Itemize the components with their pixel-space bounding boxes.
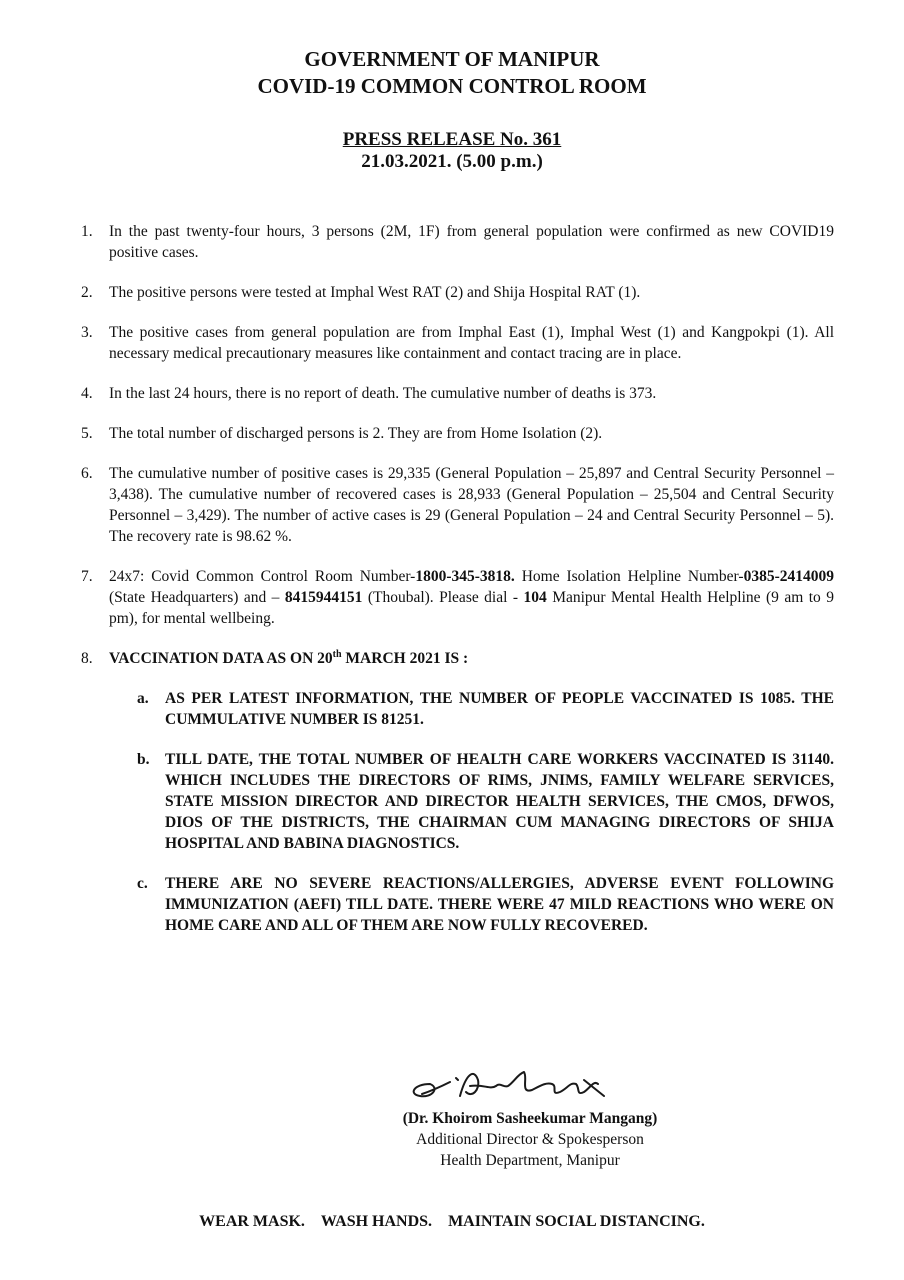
list-item [81,463,834,547]
item-number: 2. [81,284,93,301]
item-number: 1. [81,223,93,240]
helpline-text-1: 24x7: Covid Common Control Room Number- [109,568,416,585]
subitem-text: AS PER LATEST INFORMATION, THE NUMBER OF PEOPLE VACCINATED IS 1085. THE CUMMULATIVE NUMBER IS 81251. [165,690,834,728]
item-text: The total number of discharged persons is 2. They are from Home Isolation (2). [109,425,603,442]
item-number: 7. [81,568,93,585]
item-text: The cumulative number of positive cases is 29,335 (General Population – 25,897 and Central Security Personnel – 3,438). The cumulative number of recovered cases is 28,933 (General Population – 25,504 and Central Security Personnel – 3,429). The number of active cases is 29 (General Population – 24 and Central Security Personnel – 5). The recovery rate is 98.62 %. [109,465,834,545]
vaccination-subitem [137,749,834,854]
subitem-text: THERE ARE NO SEVERE REACTIONS/ALLERGIES, ADVERSE EVENT FOLLOWING IMMUNIZATION (AEFI) TILL DATE. THERE WERE 47 MILD REACTIONS WHO WERE ON HOME CARE AND ALL OF THEM ARE NOW FULLY RECOVERED. [165,875,834,934]
vaccination-heading-item [81,648,834,669]
release-heading [0,129,904,173]
helpline-text-2: Home Isolation Helpline Number- [514,568,744,585]
subitem-letter: b. [137,751,150,768]
item-number: 6. [81,465,93,482]
signature-block [360,1060,700,1171]
vaccination-heading [109,648,834,669]
helpline-text-5: Manipur Mental Health Helpline (9 am to 9 pm), for mental wellbeing. [109,589,834,627]
mental-health-number: 104 [523,589,547,606]
item-text: In the past twenty-four hours, 3 persons (2M, 1F) from general population were confirmed as new COVID19 positive cases. [109,223,834,261]
helpline-item [81,566,834,629]
state-hq-number: 0385-2414009 [743,568,834,585]
document-header [0,46,904,100]
list-item [81,221,834,263]
item-number: 4. [81,385,93,402]
control-room-number: 1800-345-3818. [415,568,515,585]
list-item [81,383,834,404]
subitem-text: TILL DATE, THE TOTAL NUMBER OF HEALTH CARE WORKERS VACCINATED IS 31140. WHICH INCLUDES THE DIRECTORS OF RIMS, JNIMS, FAMILY WELFARE SERVICES, STATE MISSION DIRECTOR AND DIRECTOR HEALTH SERVICES, THE CMOS, DFWOS, DIOS OF THE DISTRICTS, THE CHAIRMAN CUM MANAGING DIRECTORS OF SHIJA HOSPITAL AND BABINA DIAGNOSTICS. [165,751,834,852]
release-date: 21.03.2021. (5.00 p.m.) [361,151,543,172]
item-number: 5. [81,425,93,442]
release-title: PRESS RELEASE No. 361 [342,129,562,150]
item-text: The positive cases from general population are from Imphal East (1), Imphal West (1) and Kangpokpi (1). All necessary medical precautionary measures like containment and contact tracing are in place. [109,324,834,362]
safety-message-footer [0,1213,904,1231]
signatory-name: (Dr. Khoirom Sasheekumar Mangang) [402,1110,658,1127]
item-text: The positive persons were tested at Imphal West RAT (2) and Shija Hospital RAT (1). [109,284,641,301]
header-control-room: COVID-19 COMMON CONTROL ROOM [257,74,647,98]
item-number: 3. [81,324,93,341]
subitem-letter: a. [137,690,149,707]
list-item [81,322,834,364]
item-number: 8. [81,650,93,667]
list-item [81,282,834,303]
release-items [81,221,834,955]
list-item [81,423,834,444]
footer-wash-hands: WASH HANDS. [320,1213,433,1230]
helpline-text-4: (Thoubal). Please dial - [362,589,524,606]
vaccination-heading-post: MARCH 2021 IS : [341,650,469,667]
footer-social-distancing: MAINTAIN SOCIAL DISTANCING. [448,1213,705,1230]
vaccination-subitem [137,873,834,936]
handwritten-signature [400,1060,640,1108]
signatory-department: Health Department, Manipur [440,1152,620,1169]
helpline-text [109,566,834,629]
footer-wear-mask: WEAR MASK. [199,1213,305,1230]
signatory-designation: Additional Director & Spokesperson [416,1131,644,1148]
vaccination-heading-pre: VACCINATION DATA AS ON 20 [109,650,333,667]
vaccination-heading-sup: th [332,648,342,660]
helpline-text-3: (State Headquarters) and – [109,589,285,606]
item-text: In the last 24 hours, there is no report of death. The cumulative number of deaths is 373. [109,385,657,402]
header-government: GOVERNMENT OF MANIPUR [304,47,600,71]
vaccination-subitem [137,688,834,730]
subitem-letter: c. [137,875,148,892]
thoubal-number: 8415944151 [284,589,363,606]
